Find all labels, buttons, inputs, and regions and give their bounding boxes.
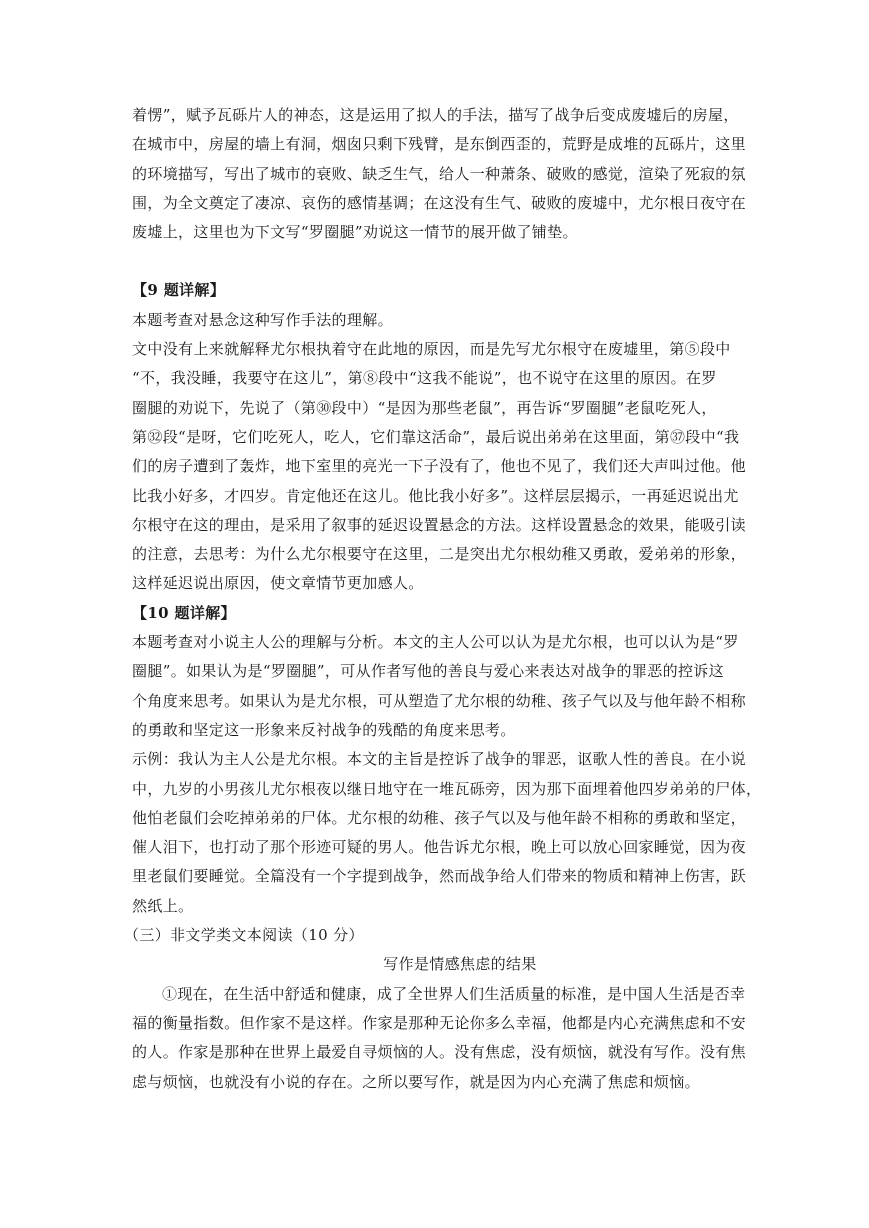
text-line: ①现在，在生活中舒适和健康，成了全世界人们生活质量的标准，是中国人生活是否幸 [162,984,746,1003]
text-line: 里老鼠们要睡觉。全篇没有一个字提到战争，然而战争给人们带来的物质和精神上伤害，跃 [132,867,747,886]
text-line: 这样延迟说出原因，使文章情节更加感人。 [132,574,424,593]
text-line: 本题考查对悬念这种写作手法的理解。 [132,310,393,329]
text-line: 本题考查对小说主人公的理解与分析。本文的主人公可以认为是尤尔根，也可以认为是“罗 [132,633,739,652]
question-9-heading: 【9 题详解】 [132,281,226,300]
text-line: “不，我没睡，我要守在这儿”，第⑧段中“这我不能说”，也不说守在这里的原因。在罗 [132,369,717,388]
text-line: 第㉜段“是呀，它们吃死人，吃人，它们靠这活命”，最后说出弟弟在这里面，第㊲段中“我 [132,427,740,446]
document-page [124,101,762,1097]
text-line: 废墟上，这里也为下文写“罗圈腿”劝说这一情节的展开做了铺垫。 [132,223,578,242]
text-line: 他怕老鼠们会吃掉弟弟的尸体。尤尔根的幼稚、孩子气以及与他年龄不相称的勇敢和坚定， [132,808,747,827]
section-3-label: （三）非文学类文本阅读（10 分） [124,926,364,945]
question-9-explanation [132,276,747,598]
text-line: 尔根守在这的理由，是采用了叙事的延迟设置悬念的方法。这样设置悬念的效果，能吸引读 [132,515,747,534]
text-line: 的人。作家是那种在世界上最爱自寻烦恼的人。没有焦虑，没有烦恼，就没有写作。没有焦 [132,1043,747,1062]
text-line: 比我小好多，才四岁。肯定他还在这儿。他比我小好多”。这样层层揭示，一再延迟说出尤 [132,486,739,505]
article-title: 写作是情感焦虑的结果 [383,955,537,974]
text-line: 然纸上。 [132,896,194,915]
question-10-explanation [132,599,762,921]
text-line: 们的房子遭到了轰炸，地下室里的亮光一下子没有了，他也不见了，我们还大声叫过他。他 [132,457,747,476]
text-line: 虑与烦恼，也就没有小说的存在。之所以要写作，就是因为内心充满了焦虑和烦恼。 [132,1072,700,1091]
text-line: 个角度来思考。如果认为是尤尔根，可从塑造了尤尔根的幼稚、孩子气以及与他年龄不相称 [132,691,747,710]
text-line: 圈腿的劝说下，先说了（第㉚段中）“是因为那些老鼠”，再告诉“罗圈腿”老鼠吃死人， [132,398,717,417]
text-line: 围，为全文奠定了凄凉、哀伤的感情基调；在这没有生气、破败的废墟中，尤尔根日夜守在 [132,193,747,212]
text-line: 的环境描写，写出了城市的衰败、缺乏生气，给人一种萧条、破败的感觉，渲染了死寂的氛 [132,164,747,183]
text-line: 在城市中，房屋的墙上有洞，烟囱只剩下残臂，是东倒西歪的，荒野是成堆的瓦砾片，这里 [132,135,747,154]
text-line: 文中没有上来就解释尤尔根执着守在此地的原因，而是先写尤尔根守在废墟里，第⑤段中 [132,340,731,359]
text-line: 着愣”，赋予瓦砾片人的神态，这是运用了拟人的手法，描写了战争后变成废墟后的房屋， [132,106,739,124]
analysis-paragraph-q8-continued [132,101,747,247]
text-line: 的注意，去思考：为什么尤尔根要守在这里，二是突出尤尔根幼稚又勇敢，爱弟弟的形象， [132,545,747,564]
text-line: 催人泪下，也打动了那个形迹可疑的男人。他告诉尤尔根，晚上可以放心回家睡觉，因为夜 [132,838,747,857]
section-3-non-literary-reading [124,921,747,1097]
text-line: 示例：我认为主人公是尤尔根。本文的主旨是控诉了战争的罪恶，讴歌人性的善良。在小说 [132,750,747,769]
question-10-heading: 【10 题详解】 [132,603,236,622]
text-line: 福的衡量指数。但作家不是这样。作家是那种无论你多么幸福，他都是内心充满焦虑和不安 [132,1013,747,1032]
text-line: 中，九岁的小男孩儿尤尔根夜以继日地守在一堆瓦砾旁，因为那下面埋着他四岁弟弟的尸体， [132,779,762,798]
paragraph-gap [132,247,738,276]
text-line: 的勇敢和坚定这一形象来反衬战争的残酷的角度来思考。 [132,720,516,739]
text-line: 圈腿”。如果认为是“罗圈腿”，可从作者写他的善良与爱心来表达对战争的罪恶的控诉这 [132,662,725,681]
